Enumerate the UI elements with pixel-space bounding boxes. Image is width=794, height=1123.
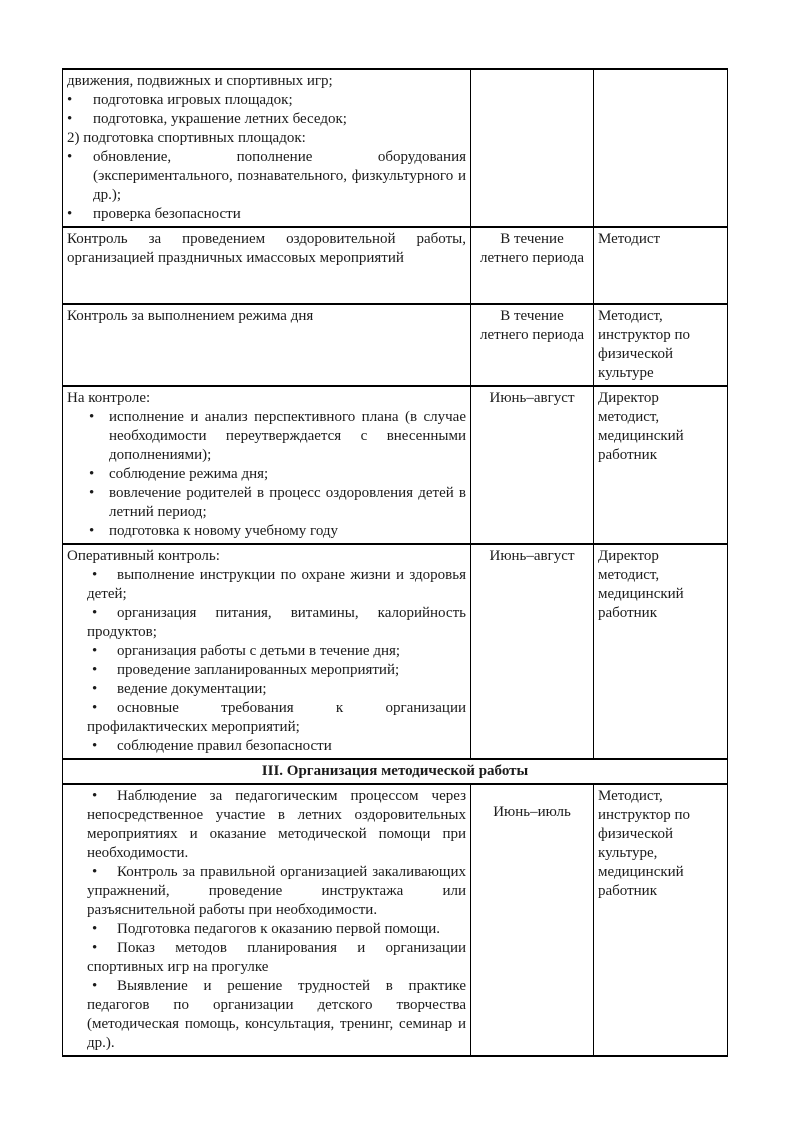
activity-paragraph: • организация работы с детьми в течение дня; (92, 643, 401, 659)
activity-paragraph: • подготовка, украшение летних беседок; (67, 111, 347, 127)
period-cell (471, 69, 594, 227)
bullet-icon: • (92, 700, 98, 716)
activity-paragraph: Контроль за проведением оздоровительной работы, организацией праздничных имассовых мероприятий (67, 231, 466, 266)
period-cell: В течение летнего периода (471, 227, 594, 304)
activity-cell (63, 227, 471, 304)
table-row (63, 304, 728, 386)
activity-cell (63, 784, 471, 1056)
activity-paragraph: 2) подготовка спортивных площадок: (67, 130, 306, 146)
bullet-icon: • (92, 940, 98, 956)
bullet-icon: • (92, 921, 98, 937)
activity-paragraph: • Наблюдение за педагогическим процессом через непосредственное участие в летних оздоровительных мероприятиях и оказание методической помощи при необходимости. (87, 788, 466, 861)
period-cell: В течение летнего периода (471, 304, 594, 386)
activity-paragraph: движения, подвижных и спортивных игр; (67, 73, 333, 89)
period-cell: Июнь–июль (471, 784, 594, 1056)
bullet-icon: • (92, 643, 98, 659)
activity-paragraph: Контроль за выполнением режима дня (67, 308, 314, 324)
bullet-icon: • (92, 567, 98, 583)
activity-paragraph: • Подготовка педагогов к оказанию первой помощи. (92, 921, 441, 937)
table-row (63, 784, 728, 1056)
period-cell: Июнь–август (471, 544, 594, 759)
bullet-icon: • (89, 523, 95, 539)
responsible-cell: Методист, инструктор по физической культуре, медицинский работник (594, 784, 728, 1056)
bullet-icon: • (92, 662, 98, 678)
activity-cell (63, 304, 471, 386)
bullet-icon: • (92, 978, 98, 994)
activity-paragraph: • соблюдение режима дня; (89, 466, 269, 482)
bullet-icon: • (92, 738, 98, 754)
activity-paragraph: • соблюдение правил безопасности (92, 738, 332, 754)
responsible-cell: Директор методист, медицинский работник (594, 386, 728, 544)
bullet-icon: • (67, 149, 73, 165)
activity-paragraph: • выполнение инструкции по охране жизни и здоровья детей; (87, 567, 466, 602)
activity-paragraph: • организация питания, витамины, калорийность продуктов; (87, 605, 466, 640)
activity-paragraph: • ведение документации; (92, 681, 267, 697)
section-header: III. Организация методической работы (63, 759, 728, 784)
bullet-icon: • (89, 409, 95, 425)
activity-paragraph: • исполнение и анализ перспективного плана (в случае необходимости переутверждается с внесенными дополнениями); (89, 409, 466, 463)
responsible-cell: Методист, инструктор по физической культуре (594, 304, 728, 386)
activity-paragraph: • подготовка к новому учебному году (89, 523, 339, 539)
bullet-icon: • (67, 206, 73, 222)
summer-plan-table (62, 68, 728, 1057)
activity-paragraph: • вовлечение родителей в процесс оздоровления детей в летний период; (89, 485, 466, 520)
activity-cell (63, 544, 471, 759)
activity-paragraph: На контроле: (67, 390, 151, 406)
table-row (63, 69, 728, 227)
activity-cell (63, 386, 471, 544)
table-row (63, 544, 728, 759)
table-row (63, 386, 728, 544)
activity-paragraph: • Выявление и решение трудностей в практике педагогов по организации детского творчества (методическая помощь, консультация, тренинг, семинар и др.). (87, 978, 466, 1051)
period-cell: Июнь–август (471, 386, 594, 544)
responsible-cell (594, 69, 728, 227)
bullet-icon: • (92, 864, 98, 880)
bullet-icon: • (89, 466, 95, 482)
responsible-cell: Методист (594, 227, 728, 304)
activity-paragraph: • обновление, пополнение оборудования (экспериментального, познавательного, физкультурного и др.); (67, 149, 466, 203)
activity-paragraph: • проверка безопасности (67, 206, 241, 222)
activity-paragraph: • подготовка игровых площадок; (67, 92, 293, 108)
activity-cell (63, 69, 471, 227)
bullet-icon: • (92, 605, 98, 621)
activity-paragraph: • основные требования к организации профилактических мероприятий; (87, 700, 466, 735)
responsible-cell: Директор методист, медицинский работник (594, 544, 728, 759)
activity-paragraph: Оперативный контроль: (67, 548, 220, 564)
bullet-icon: • (67, 111, 73, 127)
bullet-icon: • (92, 681, 98, 697)
bullet-icon: • (92, 788, 98, 804)
activity-paragraph: • Показ методов планирования и организации спортивных игр на прогулке (87, 940, 466, 975)
activity-paragraph: • проведение запланированных мероприятий; (92, 662, 400, 678)
activity-paragraph: • Контроль за правильной организацией закаливающих упражнений, проведение инструктажа или разъяснительной работы при необходимости. (87, 864, 466, 918)
bullet-icon: • (67, 92, 73, 108)
table-row (63, 227, 728, 304)
bullet-icon: • (89, 485, 95, 501)
section-header-row (63, 759, 728, 784)
